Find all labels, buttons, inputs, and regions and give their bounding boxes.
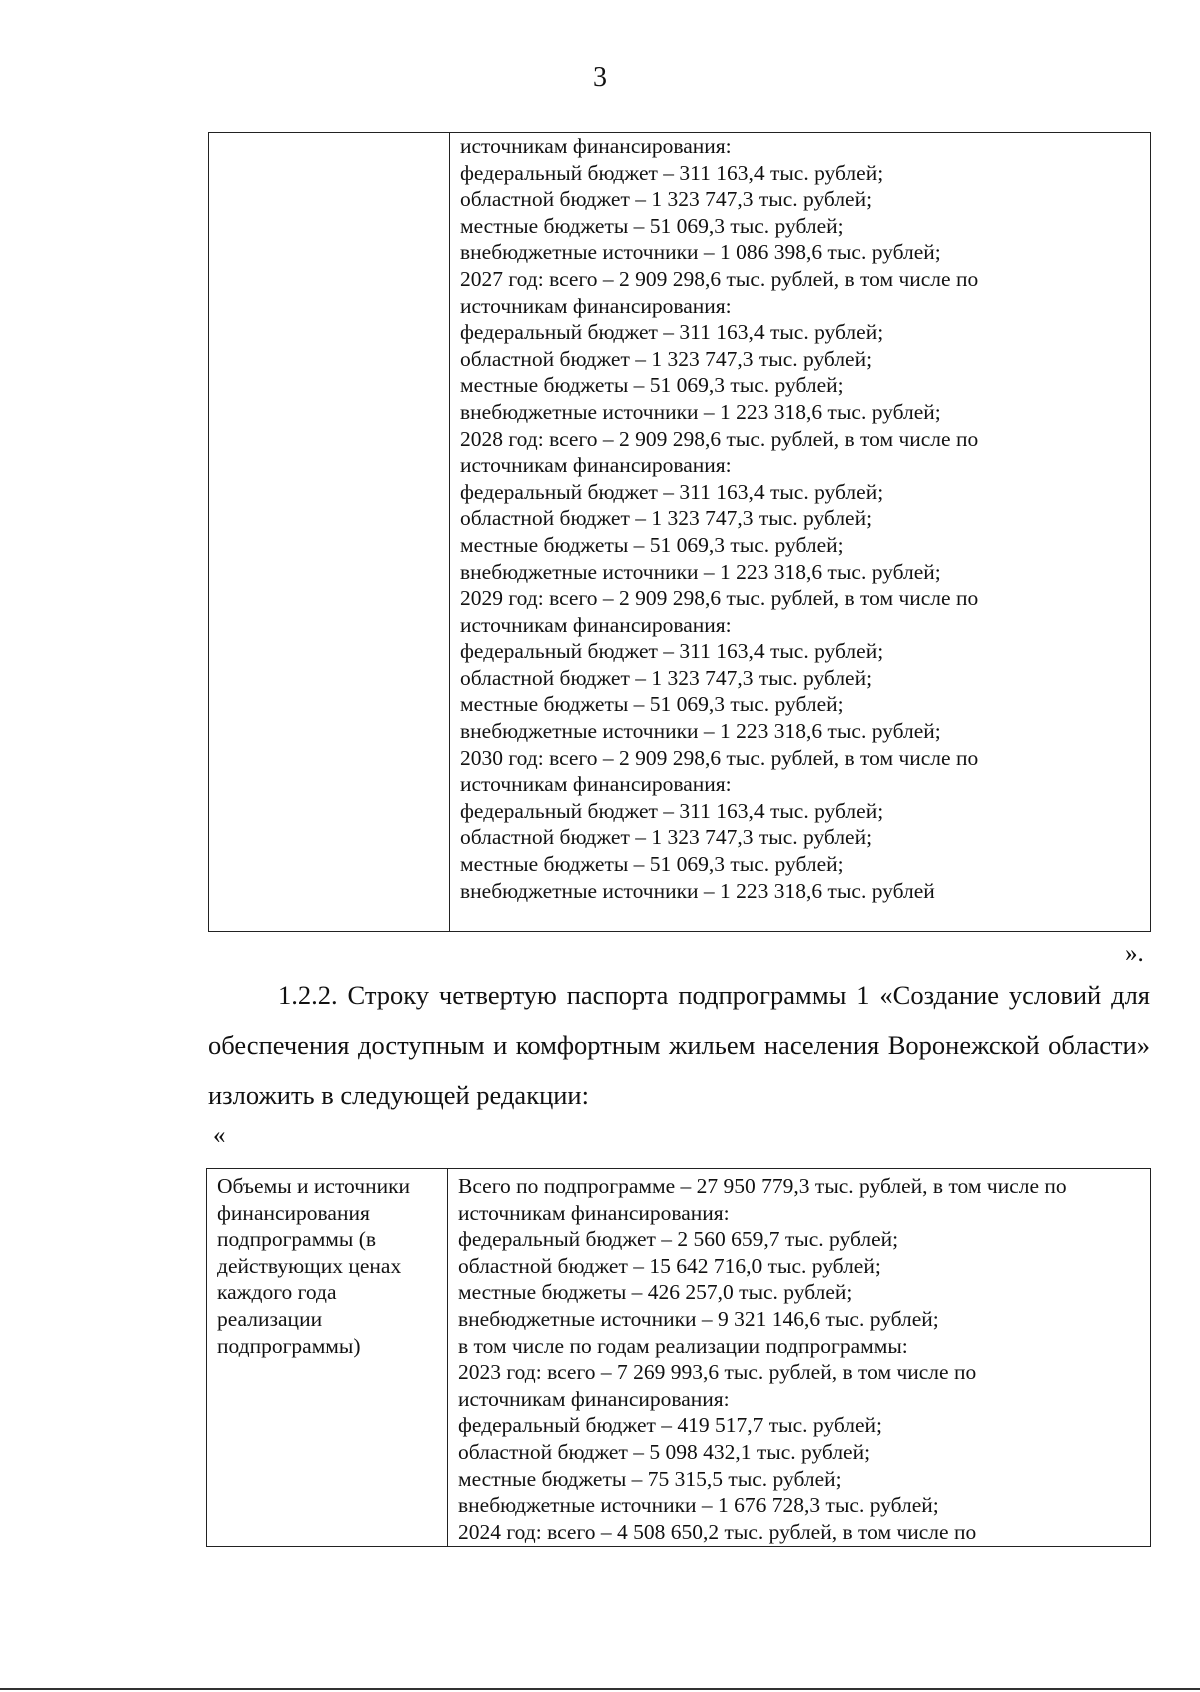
text-line: внебюджетные источники – 1 223 318,6 тыс. рублей; (460, 399, 941, 424)
text-line: действующих ценах (217, 1253, 402, 1278)
funding-lines (458, 1173, 1150, 1545)
text-line: местные бюджеты – 51 069,3 тыс. рублей; (460, 373, 844, 398)
amendment-paragraph: 1.2.2. Строку четвертую паспорта подпрограммы 1 «Создание условий для обеспечения доступным и комфортным жильем населения Воронежской области» изложить в следующей редакции: (208, 980, 1150, 1110)
text-line: местные бюджеты – 51 069,3 тыс. рублей; (460, 532, 844, 557)
text-line: федеральный бюджет – 311 163,4 тыс. рублей; (460, 639, 884, 664)
text-line: внебюджетные источники – 9 321 146,6 тыс. рублей; (458, 1306, 939, 1331)
text-line: 2023 год: всего – 7 269 993,6 тыс. рублей, в том числе по (458, 1360, 977, 1385)
label-cell-empty (209, 133, 450, 932)
text-line: местные бюджеты – 51 069,3 тыс. рублей; (460, 213, 844, 238)
text-line: источникам финансирования: (460, 612, 732, 637)
text-line: федеральный бюджет – 311 163,4 тыс. рублей; (460, 479, 884, 504)
text-line: внебюджетные источники – 1 223 318,6 тыс. рублей; (460, 559, 941, 584)
text-line: местные бюджеты – 75 315,5 тыс. рублей; (458, 1466, 842, 1491)
text-line: реализации (217, 1306, 323, 1331)
text-line: внебюджетные источники – 1 223 318,6 тыс. рублей; (460, 719, 941, 744)
text-line: Объемы и источники (217, 1174, 411, 1198)
text-line: 2024 год: всего – 4 508 650,2 тыс. рублей, в том числе по (458, 1519, 977, 1544)
funding-details-cell (450, 133, 1151, 932)
subprogram-passport-table (206, 1168, 1151, 1547)
text-line: Всего по подпрограмме – 27 950 779,3 тыс. рублей, в том числе по (458, 1174, 1067, 1198)
text-line: федеральный бюджет – 311 163,4 тыс. рублей; (460, 320, 884, 345)
text-line: областной бюджет – 1 323 747,3 тыс. рублей; (460, 506, 873, 531)
funding-lines (460, 133, 1150, 904)
text-line: внебюджетные источники – 1 223 318,6 тыс. рублей (460, 878, 935, 903)
opening-quote: « (213, 1122, 226, 1149)
text-line: источникам финансирования: (460, 134, 732, 158)
text-line: федеральный бюджет – 2 560 659,7 тыс. рублей; (458, 1227, 899, 1252)
passport-table-continued (208, 132, 1151, 932)
table-row (209, 133, 1151, 932)
label-lines (217, 1173, 447, 1359)
text-line: источникам финансирования: (460, 293, 732, 318)
text-line: местные бюджеты – 51 069,3 тыс. рублей; (460, 852, 844, 877)
text-line: областной бюджет – 1 323 747,3 тыс. рублей; (460, 346, 873, 371)
text-line: финансирования (217, 1200, 370, 1225)
text-line: местные бюджеты – 426 257,0 тыс. рублей; (458, 1280, 853, 1305)
text-line: областной бюджет – 1 323 747,3 тыс. рублей; (460, 187, 873, 212)
closing-quote: ». (1125, 940, 1144, 967)
text-line: областной бюджет – 15 642 716,0 тыс. рублей; (458, 1253, 881, 1278)
label-cell (207, 1169, 448, 1547)
text-line: 2029 год: всего – 2 909 298,6 тыс. рублей, в том числе по (460, 586, 979, 611)
text-line: каждого года (217, 1280, 337, 1305)
text-line: источникам финансирования: (458, 1386, 730, 1411)
funding-details-cell (448, 1169, 1151, 1547)
text-line: областной бюджет – 1 323 747,3 тыс. рублей; (460, 665, 873, 690)
text-line: подпрограммы (в (217, 1227, 377, 1252)
text-line: внебюджетные источники – 1 676 728,3 тыс. рублей; (458, 1493, 939, 1518)
text-line: федеральный бюджет – 311 163,4 тыс. рублей; (460, 160, 884, 185)
table-row (207, 1169, 1151, 1547)
text-line: областной бюджет – 1 323 747,3 тыс. рублей; (460, 825, 873, 850)
text-line: федеральный бюджет – 311 163,4 тыс. рублей; (460, 798, 884, 823)
text-line: областной бюджет – 5 098 432,1 тыс. рублей; (458, 1439, 871, 1464)
page-bottom-rule (0, 1688, 1200, 1690)
text-line: источникам финансирования: (458, 1200, 730, 1225)
text-line: 2030 год: всего – 2 909 298,6 тыс. рублей, в том числе по (460, 745, 979, 770)
text-line: 2027 год: всего – 2 909 298,6 тыс. рублей, в том числе по (460, 266, 979, 291)
text-line: 2028 год: всего – 2 909 298,6 тыс. рублей, в том числе по (460, 426, 979, 451)
text-line: федеральный бюджет – 419 517,7 тыс. рублей; (458, 1413, 882, 1438)
text-line: источникам финансирования: (460, 453, 732, 478)
text-line: в том числе по годам реализации подпрограммы: (458, 1333, 908, 1358)
text-line: внебюджетные источники – 1 086 398,6 тыс. рублей; (460, 240, 941, 265)
text-line: источникам финансирования: (460, 772, 732, 797)
page-number: 3 (593, 62, 607, 93)
text-line: местные бюджеты – 51 069,3 тыс. рублей; (460, 692, 844, 717)
text-line: подпрограммы) (217, 1333, 361, 1358)
